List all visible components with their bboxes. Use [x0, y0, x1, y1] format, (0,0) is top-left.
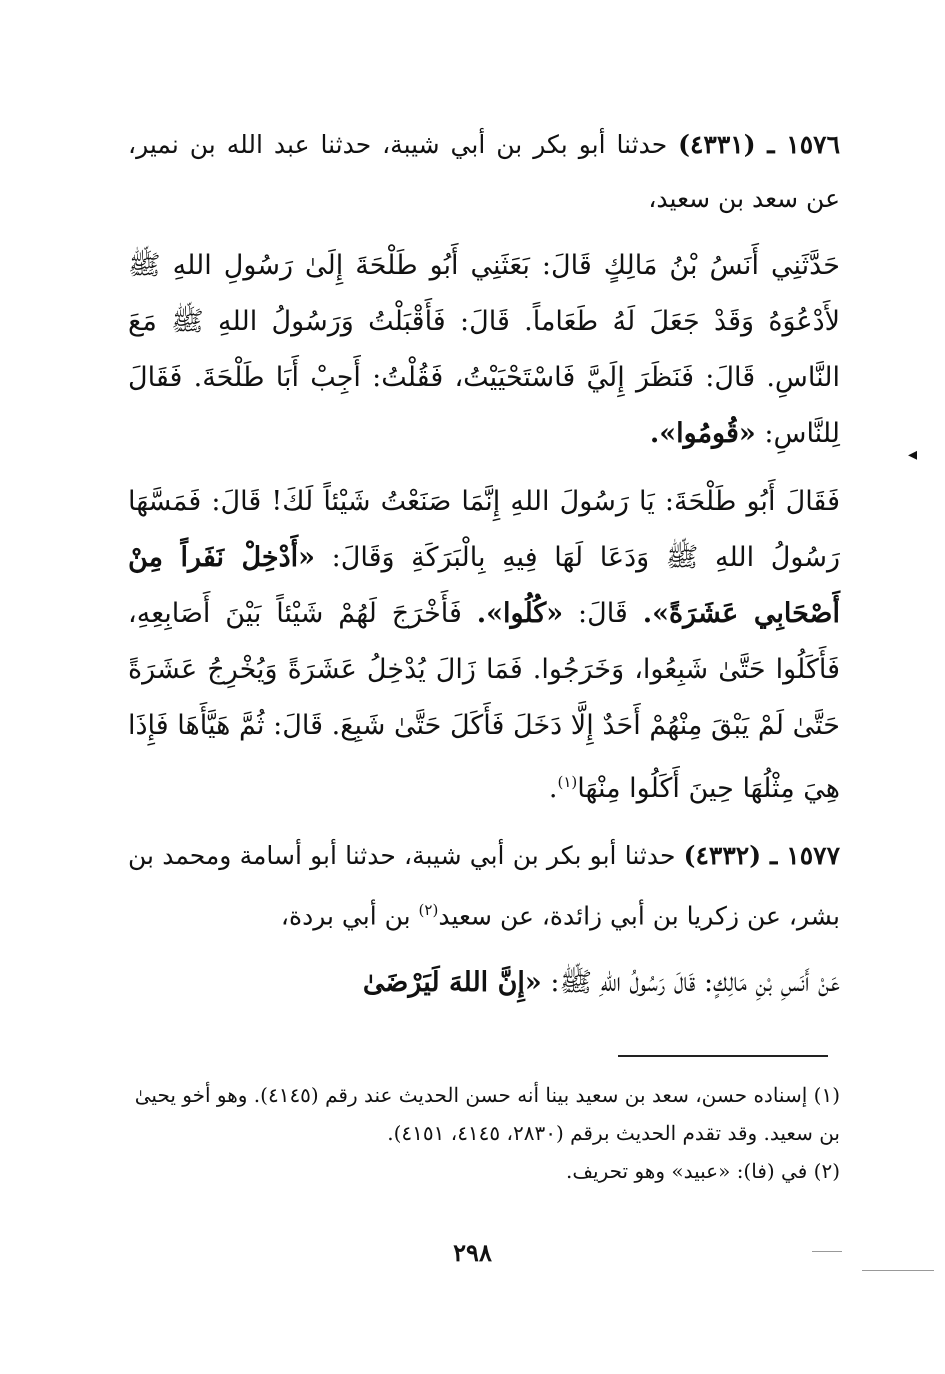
hadith-2-isnad-a: حدثنا أبو بكر بن أبي شيبة، حدثنا أبو أسامة ومحمد بن بشر، عن زكريا بن أبي زائدة، عن سعيد — [128, 841, 840, 931]
hadith-1-isnad: حدثنا أبو بكر بن أبي شيبة، حدثنا عبد الله بن نمير، عن سعد بن سعيد، — [128, 130, 840, 213]
hadith-1-quote2: «أَدْخِلْ نَفَراً مِنْ أَصْحَابِي عَشَرَةً». — [128, 542, 840, 629]
main-text — [128, 118, 840, 1023]
hadith-1-text2c: فَأَخْرَجَ لَهُمْ شَيْئاً بَيْنَ أَصَابِعِهِ، فَأَكَلُوا حَتَّىٰ شَبِعُوا، وَخَرَجُوا. فَمَا زَالَ يُدْخِلُ عَشَرَةً وَيُخْرِجُ عَشَرَةً حَتَّىٰ لَمْ يَبْقَ مِنْهُمْ أَحَدٌ إِلَّا دَخَلَ فَأَكَلَ حَتَّىٰ شَبِعَ. قَالَ: ثُمَّ هَيَّأَهَا فَإِذَا هِيَ مِثْلُهَا حِينَ أَكَلُوا مِنْهَا — [128, 598, 840, 804]
hadith-2-isnad-b: بن أبي بردة، — [280, 901, 411, 931]
hadith-1-text-part1 — [128, 238, 840, 462]
hadith-1-quote3: «كُلُوا». — [476, 598, 564, 629]
page-number: ٢٩٨ — [453, 1238, 492, 1267]
hadith-2-quote: «إِنَّ اللهَ لَيَرْضَىٰ — [362, 967, 542, 999]
scan-mark-left — [812, 1251, 842, 1252]
hadith-2-chain — [128, 829, 840, 943]
margin-marker-icon: ◂ — [908, 444, 918, 465]
footnote-ref-1: (١) — [557, 773, 578, 791]
hadith-1-end: . — [548, 773, 558, 804]
hadith-1-text1: حَدَّثَنِي أَنَسُ بْنُ مَالِكٍ قَالَ: بَعَثَنِي أَبُو طَلْحَةَ إِلَىٰ رَسُولِ اللهِ ﷺ لأَدْعُوَهُ وَقَدْ جَعَلَ لَهُ طَعَاماً. قَالَ: فَأَقْبَلْتُ وَرَسُولُ اللهِ ﷺ مَعَ النَّاسِ. قَالَ: فَنَظَرَ إِلَيَّ فَاسْتَحْيَيْتُ، فَقُلْتُ: أَجِبْ أَبَا طَلْحَةَ. فَقَالَ لِلنَّاسِ: — [128, 250, 840, 449]
footnote-2: (٢) في (فا): «عبيد» وهو تحريف. — [565, 1159, 840, 1183]
hadith-1-text2a: فَقَالَ أَبُو طَلْحَةَ: يَا رَسُولَ اللهِ إِنَّمَا صَنَعْتُ شَيْئاً لَكَ! قَالَ: فَمَسَّهَا رَسُولُ اللهِ ﷺ وَدَعَا لَهَا فِيهِ بِالْبَرَكَةِ وَقَالَ: — [128, 486, 840, 573]
hadith-1-number: ١٥٧٦ ـ (٤٣٣١) — [678, 130, 841, 159]
hadith-2-matn: عَنْ أَنَسِ بْنِ مَالِكٍ: قَالَ رَسُولُ اللهِ ﷺ: — [550, 967, 840, 999]
hadith-1-chain — [128, 118, 840, 226]
footnote-divider — [618, 1055, 828, 1057]
hadith-1-text-part2 — [128, 474, 840, 817]
footnotes — [128, 1076, 840, 1190]
hadith-1-text2b: قَالَ: — [577, 598, 628, 629]
scan-mark-right — [862, 1270, 934, 1271]
hadith-1-quote1: «قُومُوا». — [649, 418, 756, 449]
footnote-ref-2: (٢) — [418, 901, 439, 919]
footnote-1: (١) إسناده حسن، سعد بن سعيد بينا أنه حسن الحديث عند رقم (٤١٤٥). وهو أخو يحيىٰ بن سعيد. وقد تقدم الحديث برقم (٢٨٣٠، ٤١٤٥، ٤١٥١). — [134, 1083, 840, 1145]
hadith-2-text — [128, 955, 840, 1011]
hadith-2-number: ١٥٧٧ ـ (٤٣٣٢) — [683, 841, 841, 870]
